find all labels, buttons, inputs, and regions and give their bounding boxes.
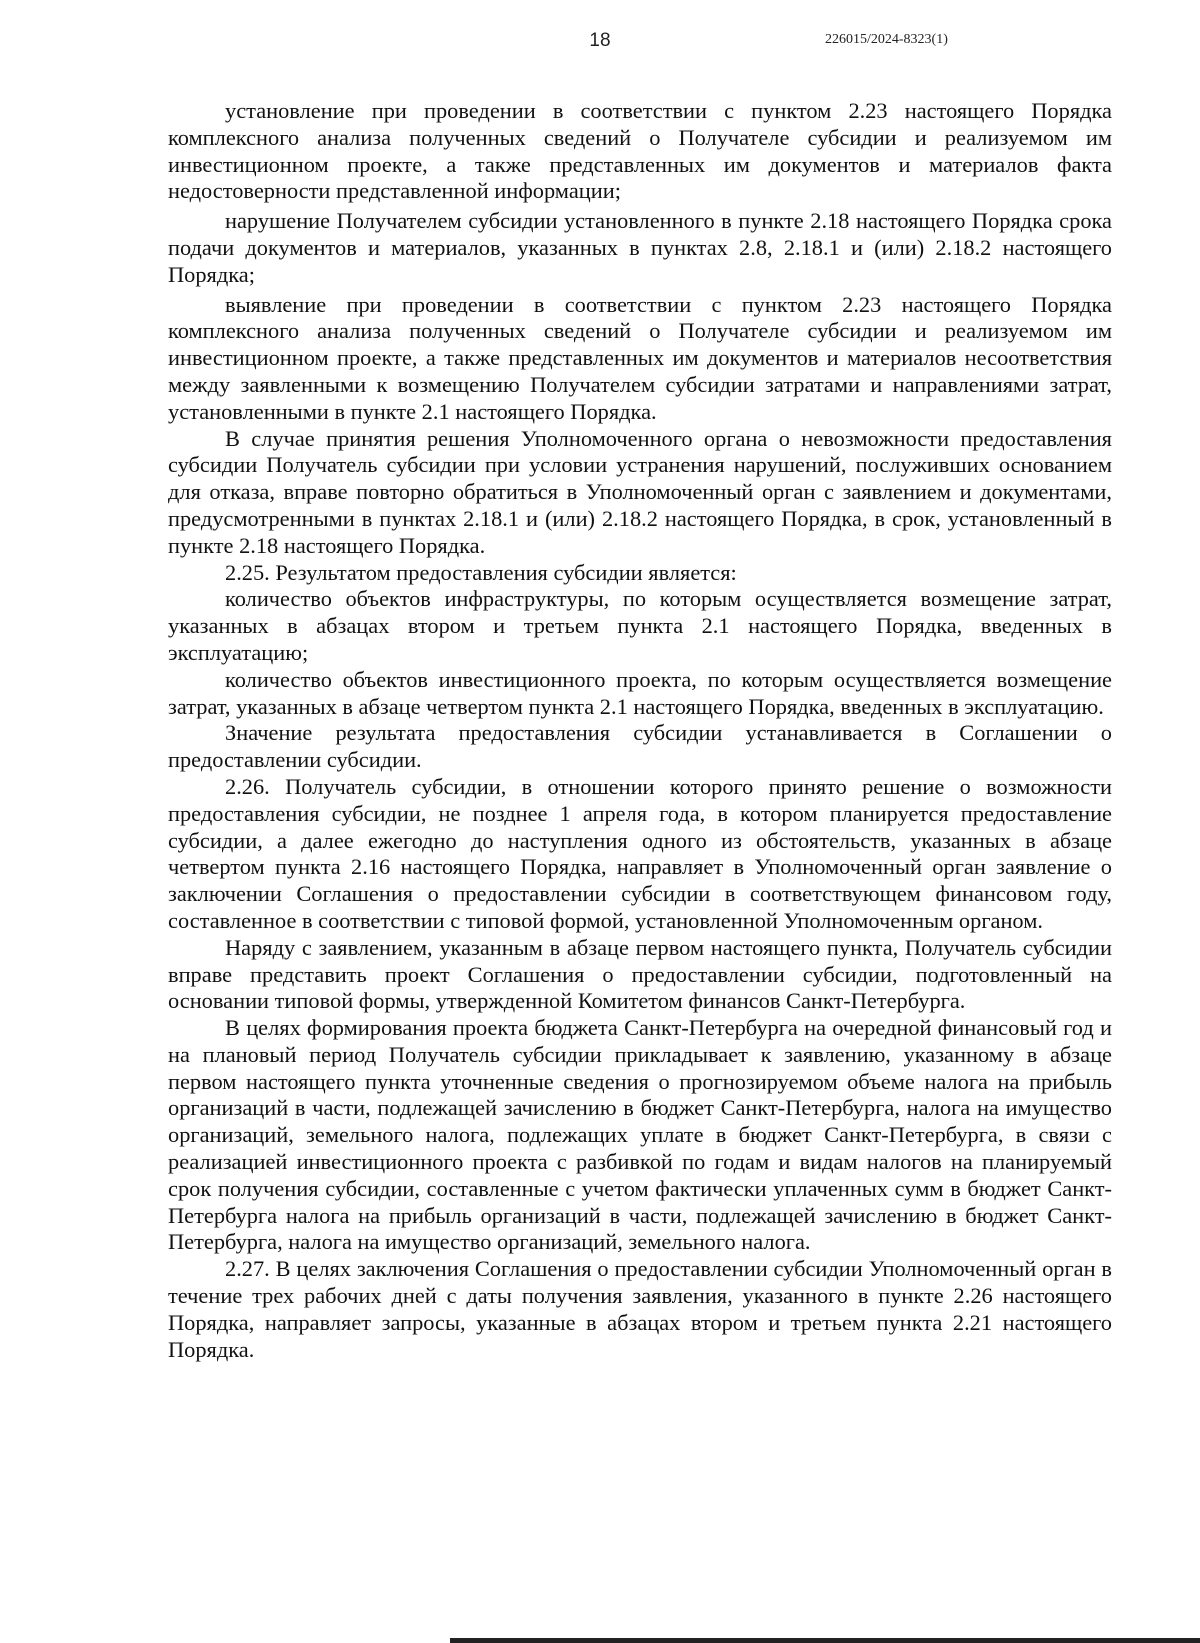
paragraph-draft-agreement: Наряду с заявлением, указанным в абзаце первом настоящего пункта, Получатель субсидии вправе представить проект Соглашения о предоставлении субсидии, подготовленный на основании типовой формы, утвержденной Комитетом финансов Санкт-Петербурга. <box>168 934 1112 1014</box>
paragraph-project-objects-count: количество объектов инвестиционного проекта, по которым осуществляется возмещение затрат, указанных в абзаце четвертом пункта 2.1 настоящего Порядка, введенных в эксплуатацию. <box>168 666 1112 719</box>
paragraph-2-26: 2.26. Получатель субсидии, в отношении которого принято решение о возможности предоставления субсидии, не позднее 1 апреля года, в котором планируется предоставление субсидии, а далее ежегодно до наступления одного из обстоятельств, указанных в абзаце четвертом пункта 2.16 настоящего Порядка, направляет в Уполномоченный орган заявление о заключении Соглашения о предоставлении субсидии в соответствующем финансовом году, составленное в соответствии с типовой формой, установленной Уполномоченным органом. <box>168 773 1112 933</box>
document-id: 226015/2024-8323(1) <box>825 32 948 47</box>
paragraph-refusal-reapply: В случае принятия решения Уполномоченного органа о невозможности предоставления субсидии Получатель субсидии при условии устранения нарушений, послуживших основанием для отказа, вправе повторно обратиться в Уполномоченный орган с заявлением и документами, предусмотренными в пунктах 2.18.1 и (или) 2.18.2 настоящего Порядка, в срок, установленный в пункте 2.18 настоящего Порядка. <box>168 425 1112 558</box>
paragraph-deadline-violation: нарушение Получателем субсидии установленного в пункте 2.18 настоящего Порядка срока подачи документов и материалов, указанных в пунктах 2.8, 2.18.1 и (или) 2.18.2 настоящего Порядка; <box>168 208 1112 287</box>
paragraph-result-value: Значение результата предоставления субсидии устанавливается в Соглашении о предоставлении субсидии. <box>168 720 1112 773</box>
bottom-rule <box>450 1638 1200 1643</box>
paragraph-infrastructure-count: количество объектов инфраструктуры, по которым осуществляется возмещение затрат, указанных в абзацах втором и третьем пункта 2.1 настоящего Порядка, введенных в эксплуатацию; <box>168 586 1112 665</box>
document-body <box>168 98 1112 1363</box>
paragraph-2-25: 2.25. Результатом предоставления субсидии является: <box>225 559 737 585</box>
paragraph-2-27: 2.27. В целях заключения Соглашения о предоставлении субсидии Уполномоченный орган в течение трех рабочих дней с даты получения заявления, указанного в пункте 2.26 настоящего Порядка, направляет запросы, указанные в абзацах втором и третьем пункта 2.21 настоящего Порядка. <box>168 1256 1112 1362</box>
paragraph-budget-forecast: В целях формирования проекта бюджета Санкт-Петербурга на очередной финансовый год и на плановый период Получатель субсидии прикладывает к заявлению, указанному в абзаце первом настоящего пункта уточненные сведения о прогнозируемом объеме налога на прибыль организаций в части, подлежащей зачислению в бюджет Санкт-Петербурга, налога на имущество организаций, земельного налога, подлежащих уплате в бюджет Санкт-Петербурга, в связи с реализацией инвестиционного проекта с разбивкой по годам и видам налогов на планируемый срок получения субсидии, составленные с учетом фактически уплаченных сумм в бюджет Санкт-Петербурга налога на прибыль организаций в части, подлежащей зачислению в бюджет Санкт-Петербурга, налога на имущество организаций, земельного налога. <box>168 1015 1112 1255</box>
page-number: 18 <box>589 30 611 51</box>
paragraph-invalid-info: установление при проведении в соответствии с пунктом 2.23 настоящего Порядка комплексного анализа полученных сведений о Получателе субсидии и реализуемом им инвестиционном проекте, а также представленных им документов и материалов факта недостоверности представленной информации; <box>168 98 1112 204</box>
paragraph-cost-mismatch: выявление при проведении в соответствии с пунктом 2.23 настоящего Порядка комплексного анализа полученных сведений о Получателе субсидии и реализуемом им инвестиционном проекте, а также представленных им документов и материалов несоответствия между заявленными к возмещению Получателем субсидии затратами и направлениями затрат, установленными в пункте 2.1 настоящего Порядка. <box>168 291 1112 424</box>
